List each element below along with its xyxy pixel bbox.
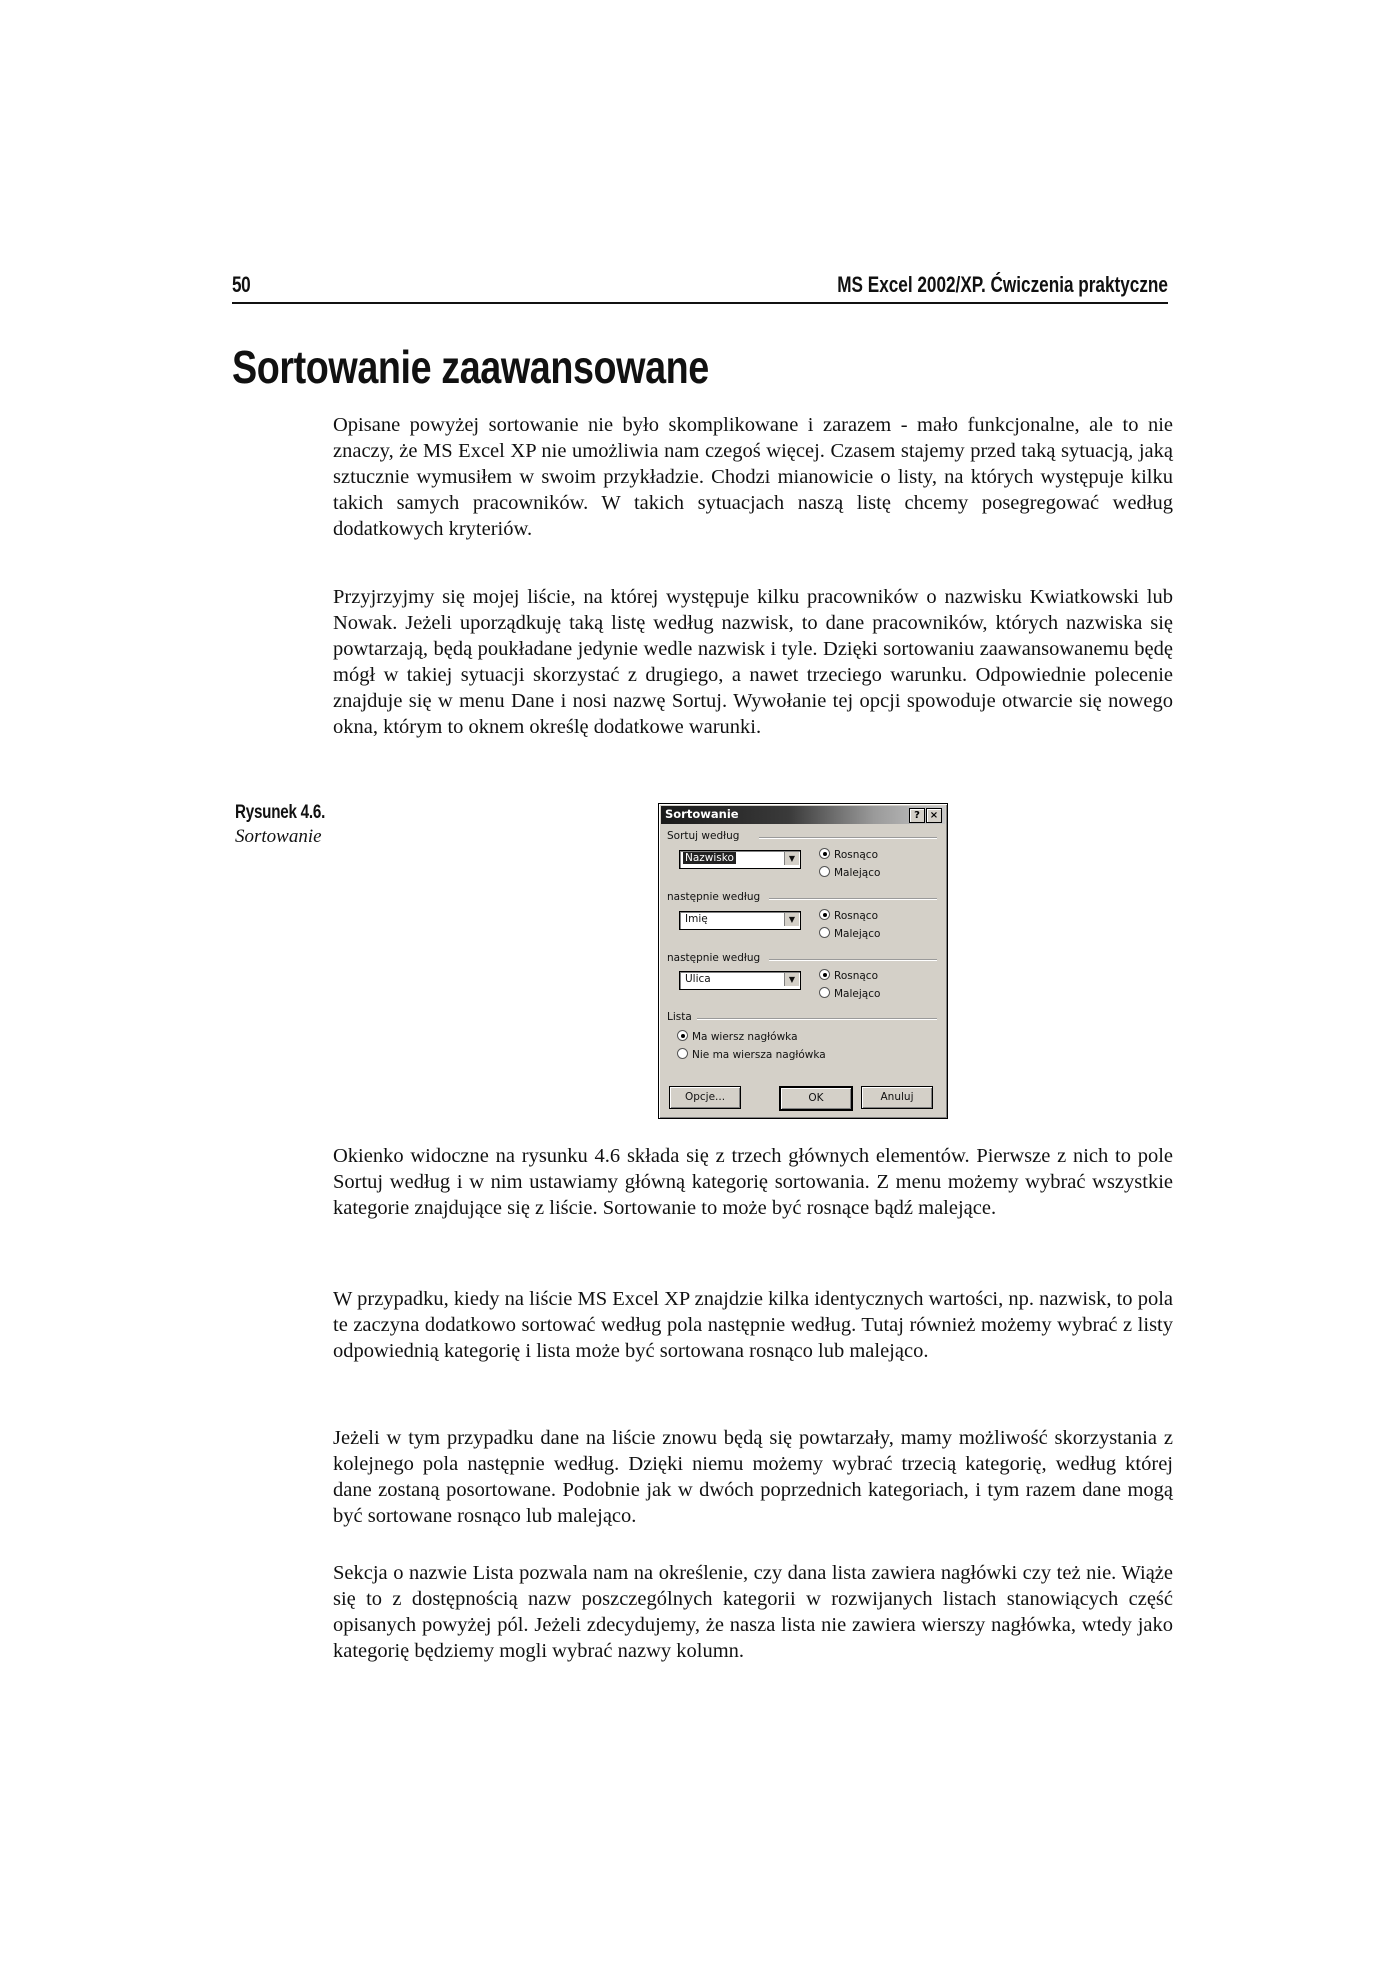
- key3-descending-radio[interactable]: Malejąco: [819, 987, 880, 1000]
- then-by-label-2: następnie według: [667, 952, 761, 964]
- sort-key-1-value: Nazwisko: [685, 852, 734, 864]
- sort-by-label: Sortuj według: [667, 830, 740, 842]
- paragraph-3: Okienko widoczne na rysunku 4.6 składa się z trzech głównych elementów. Pierwsze z nich to pole Sortuj według i w nim ustawiamy główną kategorię sortowania. Z menu możemy wybrać wszystkie kategorie znajdujące się z liście. Sortowanie to może być rosnące bądź malejące.: [333, 1145, 1173, 1219]
- radio-unchecked-icon: [819, 927, 830, 938]
- radio-checked-icon: [819, 848, 830, 859]
- group-divider: [759, 837, 937, 839]
- paragraph-2: Przyjrzyjmy się mojej liście, na której występuje kilku pracowników o nazwisku Kwiatkowski lub Nowak. Jeżeli uporządkuję taką listę według nazwisk, to dane pracowników, których nazwiska się powtarzają, będą poukładane jedynie wedle nazwisk i tyle. Dzięki sortowaniu zaawansowanemu będę mógł w takiej sytuacji skorzystać z drugiego, a nawet trzeciego warunku. Odpowiednie polecenie znajduje się w menu Dane i nosi nazwę Sortuj. Wywołanie tej opcji spowoduje otwarcie się nowego okna, którym to oknem określę dodatkowe warunki.: [333, 586, 1173, 738]
- radio-checked-icon: [819, 909, 830, 920]
- paragraph-1: Opisane powyżej sortowanie nie było skomplikowane i zarazem - mało funkcjonalne, ale to nie znaczy, że MS Excel XP nie umożliwia nam czegoś więcej. Czasem stajemy przed taką sytuacją, jaką sztucznie wymusiłem w swoim przykładzie. Chodzi mianowicie o listy, na których występuje kilku takich samych pracowników. W takich sytuacjach naszą listę chcemy posegregować według dodatkowych kryteriów.: [333, 414, 1173, 540]
- cancel-button[interactable]: Anuluj: [861, 1086, 933, 1109]
- then-by-label-1: następnie według: [667, 891, 761, 903]
- dropdown-arrow-icon[interactable]: ▼: [784, 973, 799, 986]
- paragraph-4: W przypadku, kiedy na liście MS Excel XP znajdzie kilka identycznych wartości, np. nazwisk, to pola te zaczyna dodatkowo sortować według pola następnie według. Tutaj również możemy wybrać z listy odpowiednią kategorię i lista może być sortowana rosnąco lub malejąco.: [333, 1288, 1173, 1362]
- help-button[interactable]: ?: [909, 808, 925, 823]
- radio-unchecked-icon: [819, 866, 830, 877]
- list-label: Lista: [667, 1011, 692, 1023]
- key2-ascending-radio[interactable]: Rosnąco: [819, 909, 878, 922]
- options-button[interactable]: Opcje...: [669, 1086, 741, 1109]
- running-header-title: MS Excel 2002/XP. Ćwiczenia praktyczne: [837, 272, 1168, 297]
- header-rule: [232, 302, 1168, 304]
- key1-ascending-radio[interactable]: Rosnąco: [819, 848, 878, 861]
- has-header-radio[interactable]: Ma wiersz nagłówka: [677, 1030, 798, 1043]
- sort-key-2-value: Imię: [685, 913, 708, 925]
- group-divider: [769, 898, 937, 900]
- paragraph-5: Jeżeli w tym przypadku dane na liście znowu będą się powtarzały, mamy możliwość skorzystania z kolejnego pola następnie według. Dzięki niemu możemy wybrać trzecią kategorię, według której dane zostaną posortowane. Podobnie jak w dwóch poprzednich kategoriach, i tym razem dane mogą być sortowane rosnąco lub malejąco.: [333, 1427, 1173, 1527]
- sort-key-1-select[interactable]: [679, 850, 801, 869]
- dialog-titlebar: [661, 806, 945, 824]
- close-button[interactable]: ×: [926, 808, 942, 823]
- radio-checked-icon: [819, 969, 830, 980]
- key2-descending-radio[interactable]: Malejąco: [819, 927, 880, 940]
- figure-label: Rysunek 4.6.: [235, 802, 326, 823]
- sort-key-3-select[interactable]: [679, 971, 801, 990]
- paragraph-6: Sekcja o nazwie Lista pozwala nam na określenie, czy dana lista zawiera nagłówki czy też nie. Wiąże się to z dostępnością nazw poszczególnych kategorii w rozwijanych listach stanowiących część opisanych powyżej pól. Jeżeli zdecydujemy, że nasza lista nie zawiera wierszy nagłówka, wtedy jako kategorię będziemy mogli wybrać nazwy kolumn.: [333, 1562, 1173, 1662]
- sort-key-2-select[interactable]: [679, 911, 801, 930]
- dialog-title: Sortowanie: [665, 807, 739, 821]
- group-divider: [697, 1018, 937, 1020]
- key3-ascending-radio[interactable]: Rosnąco: [819, 969, 878, 982]
- no-header-radio[interactable]: Nie ma wiersza nagłówka: [677, 1048, 826, 1061]
- ok-button[interactable]: OK: [779, 1086, 853, 1111]
- sort-key-3-value: Ulica: [685, 973, 711, 985]
- dropdown-arrow-icon[interactable]: ▼: [784, 913, 799, 926]
- figure-caption: Sortowanie: [235, 826, 322, 847]
- group-divider: [769, 959, 937, 961]
- radio-unchecked-icon: [677, 1048, 688, 1059]
- page-number: 50: [232, 272, 251, 297]
- sort-dialog: [658, 803, 948, 1119]
- section-title: Sortowanie zaawansowane: [232, 341, 709, 393]
- key1-descending-radio[interactable]: Malejąco: [819, 866, 880, 879]
- radio-unchecked-icon: [819, 987, 830, 998]
- dropdown-arrow-icon[interactable]: ▼: [784, 852, 799, 865]
- radio-checked-icon: [677, 1030, 688, 1041]
